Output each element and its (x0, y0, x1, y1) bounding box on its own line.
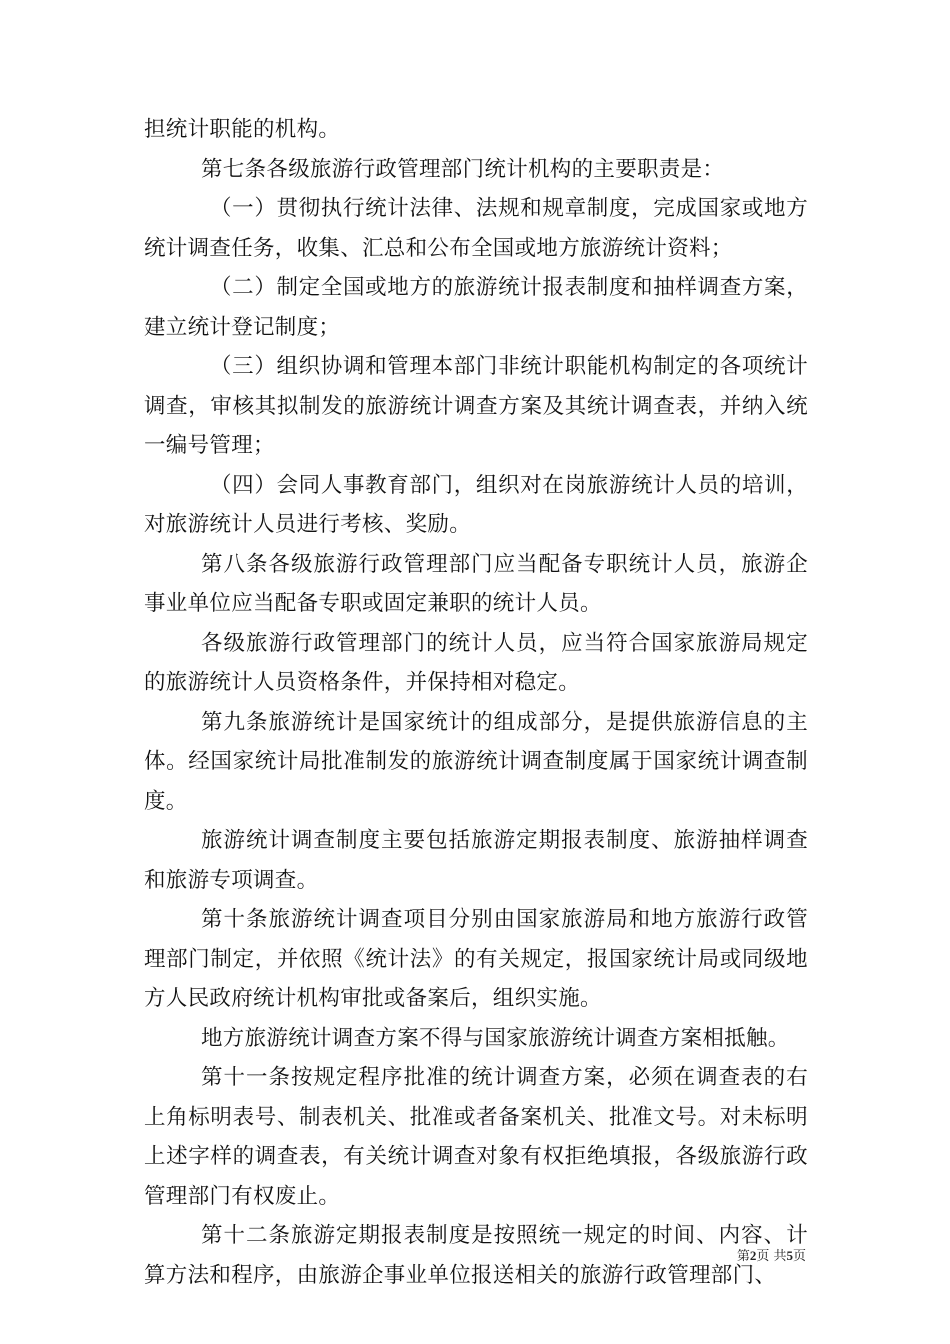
paragraph: 第十一条按规定程序批准的统计调查方案，必须在调查表的右上角标明表号、制表机关、批准或者备案机关、批准文号。对未标明上述字样的调查表，有关统计调查对象有权拒绝填报，各级旅游行政管理部门有权废止。 (144, 1065, 808, 1209)
paragraph: 担统计职能的机构。 (144, 117, 341, 142)
paragraph: （三）组织协调和管理本部门非统计职能机构制定的各项统计调查，审核其拟制发的旅游统计调查方案及其统计调查表，并纳入统一编号管理； (144, 354, 808, 458)
paragraph: （四）会同人事教育部门，组织对在岗旅游统计人员的培训，对旅游统计人员进行考核、奖励。 (144, 472, 808, 537)
paragraph: 地方旅游统计调查方案不得与国家旅游统计调查方案相抵触。 (201, 1025, 790, 1051)
footer-prefix: 第 (736, 1249, 750, 1264)
paragraph: 第九条旅游统计是国家统计的组成部分，是提供旅游信息的主体。经国家统计局批准制发的旅游统计调查制度属于国家统计调查制度。 (144, 709, 808, 814)
paragraph: 第七条各级旅游行政管理部门统计机构的主要职责是： (201, 156, 725, 182)
footer-suffix: 页 (792, 1249, 806, 1264)
paragraph: 第八条各级旅游行政管理部门应当配备专职统计人员，旅游企事业单位应当配备专职或固定兼职的统计人员。 (144, 551, 808, 616)
paragraph: 第十条旅游统计调查项目分别由国家旅游局和地方旅游行政管理部门制定，并依照《统计法》的有关规定，报国家统计局或同级地方人民政府统计机构审批或备案后，组织实施。 (144, 907, 808, 1011)
paragraph: （一）贯彻执行统计法律、法规和规章制度，完成国家或地方统计调查任务，收集、汇总和公布全国或地方旅游统计资料； (144, 196, 808, 261)
paragraph: 第十二条旅游定期报表制度是按照统一规定的时间、内容、计算方法和程序，由旅游企事业单位报送相关的旅游行政管理部门、 (144, 1223, 808, 1288)
total-pages-number: 5 (786, 1248, 793, 1263)
paragraph: 旅游统计调查制度主要包括旅游定期报表制度、旅游抽样调查和旅游专项调查。 (144, 828, 808, 893)
body-text (144, 110, 808, 1295)
page-footer (737, 1247, 806, 1266)
current-page-number: 2 (749, 1248, 757, 1263)
footer-middle: 页 共 (756, 1249, 787, 1264)
paragraph: 各级旅游行政管理部门的统计人员，应当符合国家旅游局规定的旅游统计人员资格条件，并保持相对稳定。 (144, 630, 808, 695)
paragraph: （二）制定全国或地方的旅游统计报表制度和抽样调查方案，建立统计登记制度； (144, 275, 808, 340)
